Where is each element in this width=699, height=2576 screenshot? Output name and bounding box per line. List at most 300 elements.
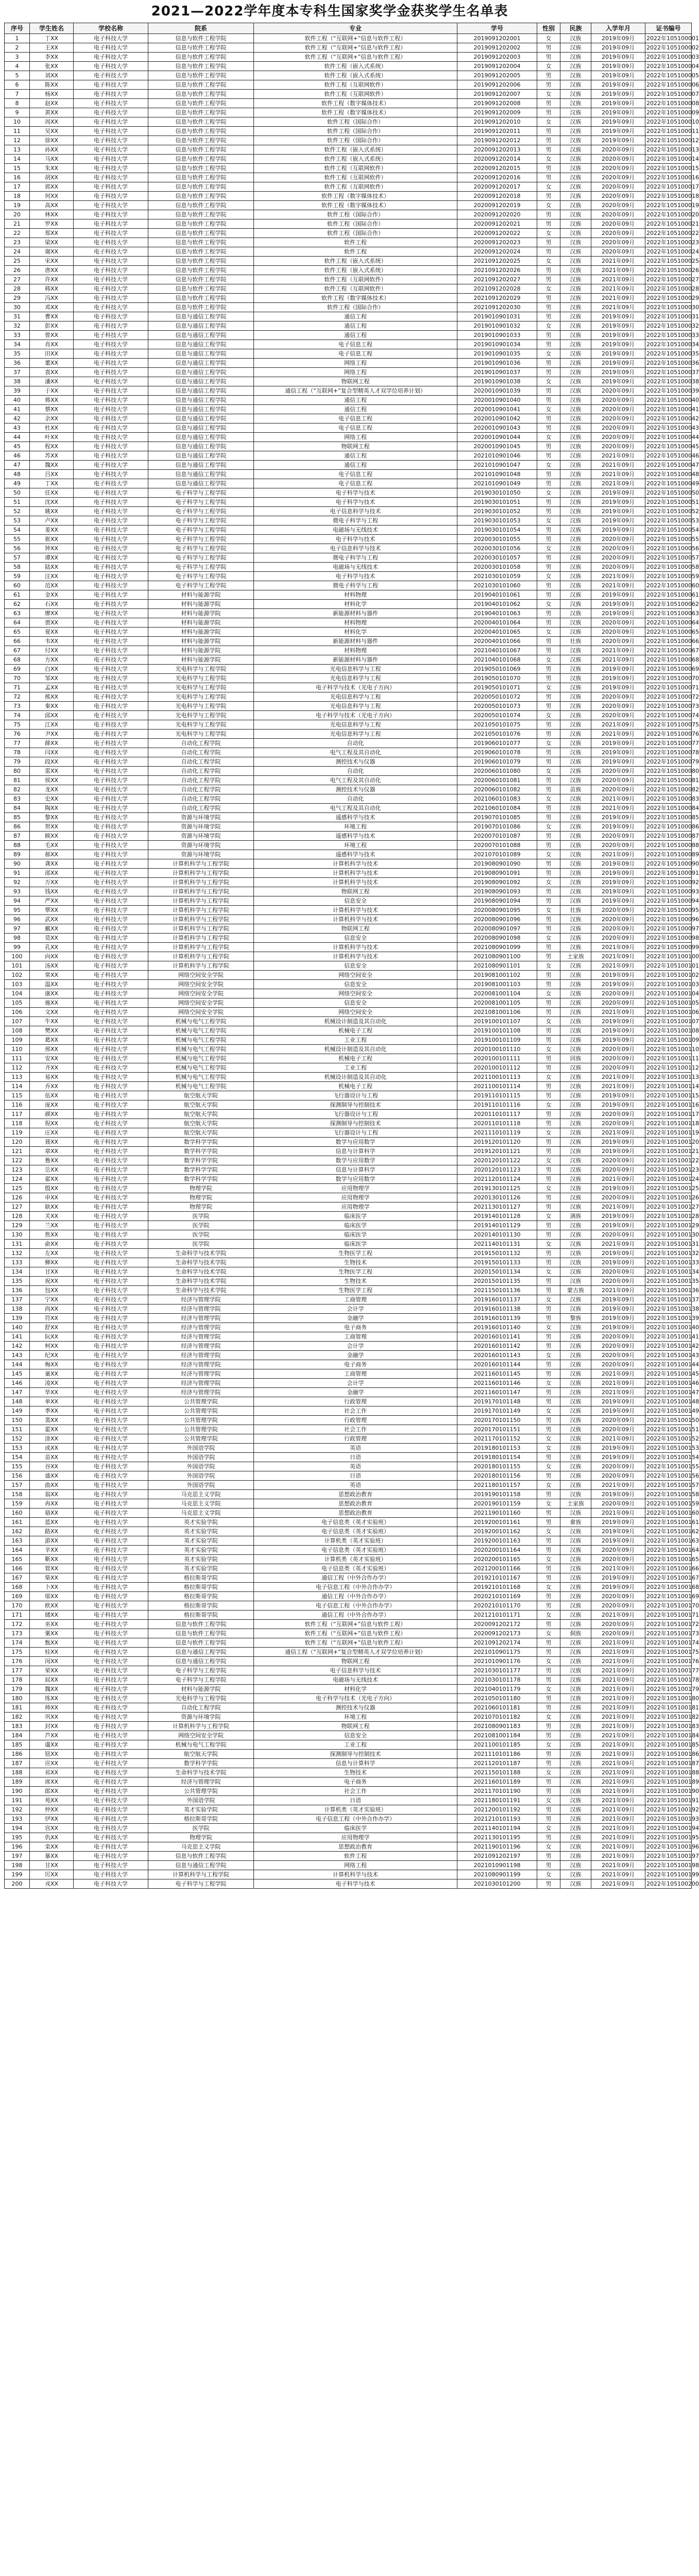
cell-student-id: 2020091202013 [457, 145, 537, 155]
cell-school: 电子科技大学 [74, 1212, 148, 1221]
cell-certificate: 2022年105100145 [645, 1369, 692, 1379]
cell-department: 电子科学与工程学院 [148, 1675, 254, 1685]
cell-major: 材料化学 [254, 600, 457, 609]
cell-enrollment: 2021年09月 [591, 1842, 645, 1852]
cell-major: 软件工程 [254, 1852, 457, 1861]
cell-enrollment: 2019年09月 [591, 99, 645, 108]
cell-index: 97 [5, 924, 30, 934]
cell-enrollment: 2021年09月 [591, 1008, 645, 1017]
cell-school: 电子科技大学 [74, 943, 148, 952]
cell-enrollment: 2019年09月 [591, 822, 645, 832]
cell-department: 机械与电气工程学院 [148, 1026, 254, 1036]
cell-index: 5 [5, 71, 30, 80]
cell-school: 电子科技大学 [74, 1100, 148, 1110]
cell-student-id: 2020081001104 [457, 989, 537, 998]
cell-student-id: 2019030101052 [457, 507, 537, 516]
cell-enrollment: 2020年09月 [591, 1063, 645, 1073]
cell-name: 毛XX [30, 841, 74, 850]
cell-department: 信息与软件工程学院 [148, 80, 254, 90]
table-row [5, 1119, 692, 1128]
cell-major: 环境工程 [254, 841, 457, 850]
cell-enrollment: 2019年09月 [591, 1212, 645, 1221]
cell-student-id: 2021150101136 [457, 1286, 537, 1295]
cell-name: 甘XX [30, 1267, 74, 1277]
cell-major: 生物技术 [254, 1277, 457, 1286]
table-row [5, 1870, 692, 1879]
cell-school: 电子科技大学 [74, 1221, 148, 1230]
cell-gender: 女 [537, 461, 560, 470]
cell-student-id: 2019200101163 [457, 1536, 537, 1546]
cell-school: 电子科技大学 [74, 915, 148, 924]
cell-index: 180 [5, 1694, 30, 1703]
header-index: 序号 [5, 23, 30, 34]
cell-index: 138 [5, 1304, 30, 1314]
cell-certificate: 2022年105100067 [645, 646, 692, 655]
header-row [5, 23, 692, 34]
table-row [5, 1861, 692, 1870]
cell-index: 44 [5, 433, 30, 442]
cell-school: 电子科技大学 [74, 896, 148, 906]
cell-gender: 女 [537, 117, 560, 127]
cell-ethnicity: 汉族 [560, 869, 591, 878]
cell-school: 电子科技大学 [74, 1629, 148, 1638]
table-row [5, 934, 692, 943]
table-row [5, 915, 692, 924]
cell-gender: 男 [537, 108, 560, 117]
cell-student-id: 2021010901198 [457, 1861, 537, 1870]
cell-gender: 男 [537, 1759, 560, 1768]
cell-ethnicity: 汉族 [560, 1258, 591, 1267]
cell-name: 盛XX [30, 1471, 74, 1481]
cell-enrollment: 2019年09月 [591, 1527, 645, 1536]
cell-department: 信息与通信工程学院 [148, 377, 254, 386]
cell-index: 42 [5, 414, 30, 423]
cell-major: 电子信息类（英才实验班） [254, 1527, 457, 1536]
cell-certificate: 2022年105100049 [645, 479, 692, 488]
cell-index: 18 [5, 192, 30, 201]
table-row [5, 1796, 692, 1805]
cell-index: 163 [5, 1536, 30, 1546]
cell-ethnicity: 汉族 [560, 757, 591, 767]
cell-name: 吴XX [30, 127, 74, 136]
cell-student-id: 2019091202003 [457, 53, 537, 62]
table-row [5, 164, 692, 173]
table-row [5, 1518, 692, 1527]
cell-certificate: 2022年105100161 [645, 1518, 692, 1527]
cell-enrollment: 2019年09月 [591, 488, 645, 498]
cell-department: 自动化工程学院 [148, 739, 254, 748]
table-row [5, 553, 692, 563]
table-row [5, 1406, 692, 1416]
cell-gender: 男 [537, 1221, 560, 1230]
cell-ethnicity: 汉族 [560, 915, 591, 924]
cell-enrollment: 2019年09月 [591, 896, 645, 906]
table-row [5, 971, 692, 980]
table-row [5, 1629, 692, 1638]
cell-ethnicity: 汉族 [560, 229, 591, 238]
table-row [5, 1202, 692, 1212]
cell-index: 57 [5, 553, 30, 563]
cell-major: 金融学 [254, 1388, 457, 1397]
cell-gender: 女 [537, 628, 560, 637]
cell-gender: 女 [537, 906, 560, 915]
cell-ethnicity: 汉族 [560, 1008, 591, 1017]
cell-index: 52 [5, 507, 30, 516]
cell-index: 181 [5, 1703, 30, 1713]
table-row [5, 1193, 692, 1202]
cell-student-id: 2021200101166 [457, 1564, 537, 1573]
cell-certificate: 2022年105100004 [645, 62, 692, 71]
table-row [5, 1536, 692, 1546]
cell-name: 舒XX [30, 1323, 74, 1332]
cell-gender: 男 [537, 1342, 560, 1351]
cell-gender: 男 [537, 1675, 560, 1685]
cell-student-id: 2020070101087 [457, 832, 537, 841]
cell-gender: 女 [537, 961, 560, 971]
cell-major: 信息与计算科学 [254, 1759, 457, 1768]
cell-index: 75 [5, 720, 30, 730]
cell-certificate: 2022年105100138 [645, 1304, 692, 1314]
cell-department: 信息与软件工程学院 [148, 1638, 254, 1648]
cell-school: 电子科技大学 [74, 349, 148, 359]
cell-enrollment: 2019年09月 [591, 859, 645, 869]
cell-major: 软件工程（嵌入式系统） [254, 266, 457, 275]
cell-school: 电子科技大学 [74, 767, 148, 776]
cell-gender: 男 [537, 1490, 560, 1499]
table-row [5, 526, 692, 535]
cell-major: 金融学 [254, 1314, 457, 1323]
cell-student-id: 2019130101125 [457, 1184, 537, 1193]
cell-gender: 男 [537, 924, 560, 934]
cell-enrollment: 2021年09月 [591, 266, 645, 275]
cell-name: 王XX [30, 43, 74, 53]
table-row [5, 1397, 692, 1406]
cell-major: 光电信息科学与工程 [254, 665, 457, 674]
cell-enrollment: 2019年09月 [591, 377, 645, 386]
cell-index: 185 [5, 1740, 30, 1750]
cell-department: 外国语学院 [148, 1471, 254, 1481]
cell-school: 电子科技大学 [74, 832, 148, 841]
cell-name: 雷XX [30, 767, 74, 776]
cell-student-id: 2021210101171 [457, 1611, 537, 1620]
cell-ethnicity: 汉族 [560, 1128, 591, 1138]
cell-name: 荣XX [30, 1666, 74, 1675]
cell-department: 公共管理学院 [148, 1406, 254, 1416]
cell-index: 25 [5, 257, 30, 266]
cell-enrollment: 2020年09月 [591, 1471, 645, 1481]
cell-department: 信息与通信工程学院 [148, 386, 254, 396]
cell-certificate: 2022年105100141 [645, 1332, 692, 1342]
cell-enrollment: 2021年09月 [591, 952, 645, 961]
cell-certificate: 2022年105100112 [645, 1063, 692, 1073]
table-row [5, 1073, 692, 1082]
cell-ethnicity: 汉族 [560, 1722, 591, 1731]
table-row [5, 739, 692, 748]
cell-enrollment: 2019年09月 [591, 1017, 645, 1026]
table-row [5, 266, 692, 275]
cell-school: 电子科技大学 [74, 359, 148, 368]
cell-enrollment: 2021年09月 [591, 1073, 645, 1082]
table-row [5, 572, 692, 581]
cell-department: 信息与通信工程学院 [148, 340, 254, 349]
cell-name: 骆XX [30, 1509, 74, 1518]
cell-major: 通信工程 [254, 312, 457, 321]
cell-major: 软件工程（互联网软件） [254, 164, 457, 173]
cell-student-id: 2019081001102 [457, 971, 537, 980]
cell-ethnicity: 汉族 [560, 1388, 591, 1397]
cell-name: 汪XX [30, 572, 74, 581]
cell-major: 电子商务 [254, 1777, 457, 1787]
cell-student-id: 2020100101112 [457, 1063, 537, 1073]
cell-index: 151 [5, 1425, 30, 1434]
cell-index: 92 [5, 878, 30, 887]
cell-name: 苗XX [30, 1453, 74, 1462]
cell-gender: 男 [537, 1008, 560, 1017]
cell-student-id: 2020170101150 [457, 1416, 537, 1425]
cell-gender: 女 [537, 1870, 560, 1879]
table-row [5, 804, 692, 813]
cell-enrollment: 2020年09月 [591, 1601, 645, 1611]
cell-department: 机械与电气工程学院 [148, 1036, 254, 1045]
cell-major: 会计学 [254, 1342, 457, 1351]
cell-major: 网络空间安全 [254, 971, 457, 980]
cell-index: 107 [5, 1017, 30, 1026]
cell-enrollment: 2019年09月 [591, 1536, 645, 1546]
cell-department: 公共管理学院 [148, 1787, 254, 1796]
cell-ethnicity: 汉族 [560, 1870, 591, 1879]
cell-certificate: 2022年105100143 [645, 1351, 692, 1360]
cell-certificate: 2022年105100103 [645, 980, 692, 989]
cell-certificate: 2022年105100113 [645, 1073, 692, 1082]
cell-school: 电子科技大学 [74, 1314, 148, 1323]
cell-enrollment: 2019年09月 [591, 665, 645, 674]
cell-gender: 男 [537, 943, 560, 952]
cell-school: 电子科技大学 [74, 535, 148, 544]
cell-certificate: 2022年105100168 [645, 1583, 692, 1592]
cell-name: 柯XX [30, 1342, 74, 1351]
cell-school: 电子科技大学 [74, 442, 148, 451]
cell-enrollment: 2019年09月 [591, 980, 645, 989]
cell-school: 电子科技大学 [74, 266, 148, 275]
cell-enrollment: 2020年09月 [591, 229, 645, 238]
cell-ethnicity: 汉族 [560, 451, 591, 461]
cell-student-id: 2019091202005 [457, 71, 537, 80]
cell-gender: 女 [537, 1685, 560, 1694]
cell-student-id: 2021010901176 [457, 1657, 537, 1666]
cell-enrollment: 2021年09月 [591, 1657, 645, 1666]
cell-school: 电子科技大学 [74, 1768, 148, 1777]
cell-gender: 男 [537, 1388, 560, 1397]
cell-certificate: 2022年105100125 [645, 1184, 692, 1193]
cell-gender: 男 [537, 507, 560, 516]
cell-enrollment: 2021年09月 [591, 1388, 645, 1397]
cell-student-id: 2020091202019 [457, 201, 537, 210]
cell-department: 电子科学与工程学院 [148, 553, 254, 563]
cell-student-id: 2020190101159 [457, 1499, 537, 1509]
cell-major: 软件工程（互联网软件） [254, 284, 457, 294]
cell-index: 58 [5, 563, 30, 572]
cell-school: 电子科技大学 [74, 303, 148, 312]
cell-certificate: 2022年105100094 [645, 896, 692, 906]
table-row [5, 303, 692, 312]
cell-certificate: 2022年105100033 [645, 331, 692, 340]
cell-gender: 女 [537, 257, 560, 266]
cell-name: 袁XX [30, 368, 74, 377]
cell-name: 祁XX [30, 1768, 74, 1777]
cell-school: 电子科技大学 [74, 1750, 148, 1759]
cell-enrollment: 2019年09月 [591, 1147, 645, 1156]
cell-name: 廖XX [30, 609, 74, 618]
table-row [5, 878, 692, 887]
cell-enrollment: 2021年09月 [591, 1879, 645, 1889]
table-row [5, 1425, 692, 1434]
cell-ethnicity: 汉族 [560, 386, 591, 396]
cell-ethnicity: 汉族 [560, 980, 591, 989]
cell-school: 电子科技大学 [74, 1796, 148, 1805]
cell-student-id: 2019170101149 [457, 1406, 537, 1416]
cell-certificate: 2022年105100075 [645, 720, 692, 730]
cell-enrollment: 2020年09月 [591, 433, 645, 442]
cell-department: 信息与通信工程学院 [148, 331, 254, 340]
cell-ethnicity: 汉族 [560, 1063, 591, 1073]
table-row [5, 470, 692, 479]
cell-certificate: 2022年105100083 [645, 794, 692, 804]
table-row [5, 321, 692, 331]
cell-student-id: 2020010901043 [457, 423, 537, 433]
cell-name: 高XX [30, 201, 74, 210]
cell-student-id: 2021160101145 [457, 1369, 537, 1379]
cell-index: 148 [5, 1397, 30, 1406]
cell-major: 软件工程（“互联网+”信息与软件工程） [254, 43, 457, 53]
cell-index: 141 [5, 1332, 30, 1342]
cell-student-id: 2020080901097 [457, 924, 537, 934]
cell-name: 黄XX [30, 108, 74, 117]
cell-certificate: 2022年105100028 [645, 284, 692, 294]
cell-gender: 女 [537, 1406, 560, 1416]
cell-enrollment: 2019年09月 [591, 878, 645, 887]
cell-gender: 男 [537, 1147, 560, 1156]
cell-department: 光电科学与工程学院 [148, 1694, 254, 1703]
cell-enrollment: 2021年09月 [591, 1675, 645, 1685]
cell-enrollment: 2021年09月 [591, 850, 645, 859]
cell-index: 200 [5, 1879, 30, 1889]
table-row [5, 1740, 692, 1750]
cell-index: 63 [5, 609, 30, 618]
cell-ethnicity: 汉族 [560, 748, 591, 757]
cell-name: 周XX [30, 117, 74, 127]
cell-index: 127 [5, 1202, 30, 1212]
cell-certificate: 2022年105100130 [645, 1230, 692, 1240]
cell-index: 55 [5, 535, 30, 544]
table-row [5, 674, 692, 683]
cell-enrollment: 2020年09月 [591, 776, 645, 785]
table-row [5, 1277, 692, 1286]
cell-enrollment: 2019年09月 [591, 1453, 645, 1462]
cell-major: 生物医学工程 [254, 1286, 457, 1295]
cell-index: 158 [5, 1490, 30, 1499]
cell-ethnicity: 汉族 [560, 1573, 591, 1583]
cell-major: 飞行器设计与工程 [254, 1128, 457, 1138]
cell-enrollment: 2020年09月 [591, 182, 645, 192]
cell-certificate: 2022年105100045 [645, 442, 692, 451]
cell-student-id: 2020180101156 [457, 1471, 537, 1481]
table-row [5, 1156, 692, 1165]
table-row [5, 989, 692, 998]
cell-ethnicity: 汉族 [560, 99, 591, 108]
cell-department: 经济与管理学院 [148, 1369, 254, 1379]
cell-ethnicity: 汉族 [560, 776, 591, 785]
cell-certificate: 2022年105100085 [645, 813, 692, 822]
cell-enrollment: 2021年09月 [591, 1694, 645, 1703]
cell-certificate: 2022年105100108 [645, 1026, 692, 1036]
cell-school: 电子科技大学 [74, 1833, 148, 1842]
cell-name: 靳XX [30, 1555, 74, 1564]
cell-major: 计算机科学与技术 [254, 878, 457, 887]
cell-index: 112 [5, 1063, 30, 1073]
cell-department: 信息与软件工程学院 [148, 34, 254, 43]
cell-index: 88 [5, 841, 30, 850]
cell-school: 电子科技大学 [74, 1091, 148, 1100]
cell-student-id: 2019080901094 [457, 896, 537, 906]
cell-department: 物理学院 [148, 1202, 254, 1212]
cell-gender: 男 [537, 164, 560, 173]
cell-student-id: 2021150101188 [457, 1768, 537, 1777]
cell-school: 电子科技大学 [74, 1202, 148, 1212]
cell-school: 电子科技大学 [74, 396, 148, 405]
cell-department: 光电科学与工程学院 [148, 702, 254, 711]
cell-ethnicity: 汉族 [560, 470, 591, 479]
cell-enrollment: 2019年09月 [591, 1573, 645, 1583]
table-row [5, 1471, 692, 1481]
cell-ethnicity: 汉族 [560, 1119, 591, 1128]
cell-major: 电子信息工程 [254, 414, 457, 423]
cell-department: 电子科学与工程学院 [148, 488, 254, 498]
cell-school: 电子科技大学 [74, 340, 148, 349]
cell-certificate: 2022年105100158 [645, 1490, 692, 1499]
cell-ethnicity: 汉族 [560, 1323, 591, 1332]
cell-certificate: 2022年105100095 [645, 906, 692, 915]
cell-ethnicity: 汉族 [560, 841, 591, 850]
cell-index: 102 [5, 971, 30, 980]
cell-major: 新能源材料与器件 [254, 637, 457, 646]
cell-major: 通信工程（中外合作办学） [254, 1592, 457, 1601]
cell-major: 测控技术与仪器 [254, 1703, 457, 1713]
cell-school: 电子科技大学 [74, 1444, 148, 1453]
cell-gender: 男 [537, 915, 560, 924]
cell-ethnicity: 汉族 [560, 405, 591, 414]
cell-major: 探测制导与控制技术 [254, 1100, 457, 1110]
cell-enrollment: 2021年09月 [591, 461, 645, 470]
cell-index: 197 [5, 1852, 30, 1861]
cell-major: 自动化 [254, 767, 457, 776]
cell-enrollment: 2019年09月 [591, 674, 645, 683]
cell-certificate: 2022年105100198 [645, 1861, 692, 1870]
cell-certificate: 2022年105100144 [645, 1360, 692, 1369]
cell-certificate: 2022年105100134 [645, 1267, 692, 1277]
table-row [5, 461, 692, 470]
cell-index: 19 [5, 201, 30, 210]
cell-ethnicity: 汉族 [560, 1230, 591, 1240]
cell-index: 33 [5, 331, 30, 340]
cell-enrollment: 2021年09月 [591, 1648, 645, 1657]
cell-enrollment: 2021年09月 [591, 1240, 645, 1249]
cell-ethnicity: 汉族 [560, 1082, 591, 1091]
cell-student-id: 2021190101196 [457, 1842, 537, 1852]
cell-certificate: 2022年105100124 [645, 1175, 692, 1184]
cell-student-id: 2019010901038 [457, 377, 537, 386]
cell-major: 光电信息科学与工程 [254, 674, 457, 683]
cell-name: 龙XX [30, 785, 74, 794]
